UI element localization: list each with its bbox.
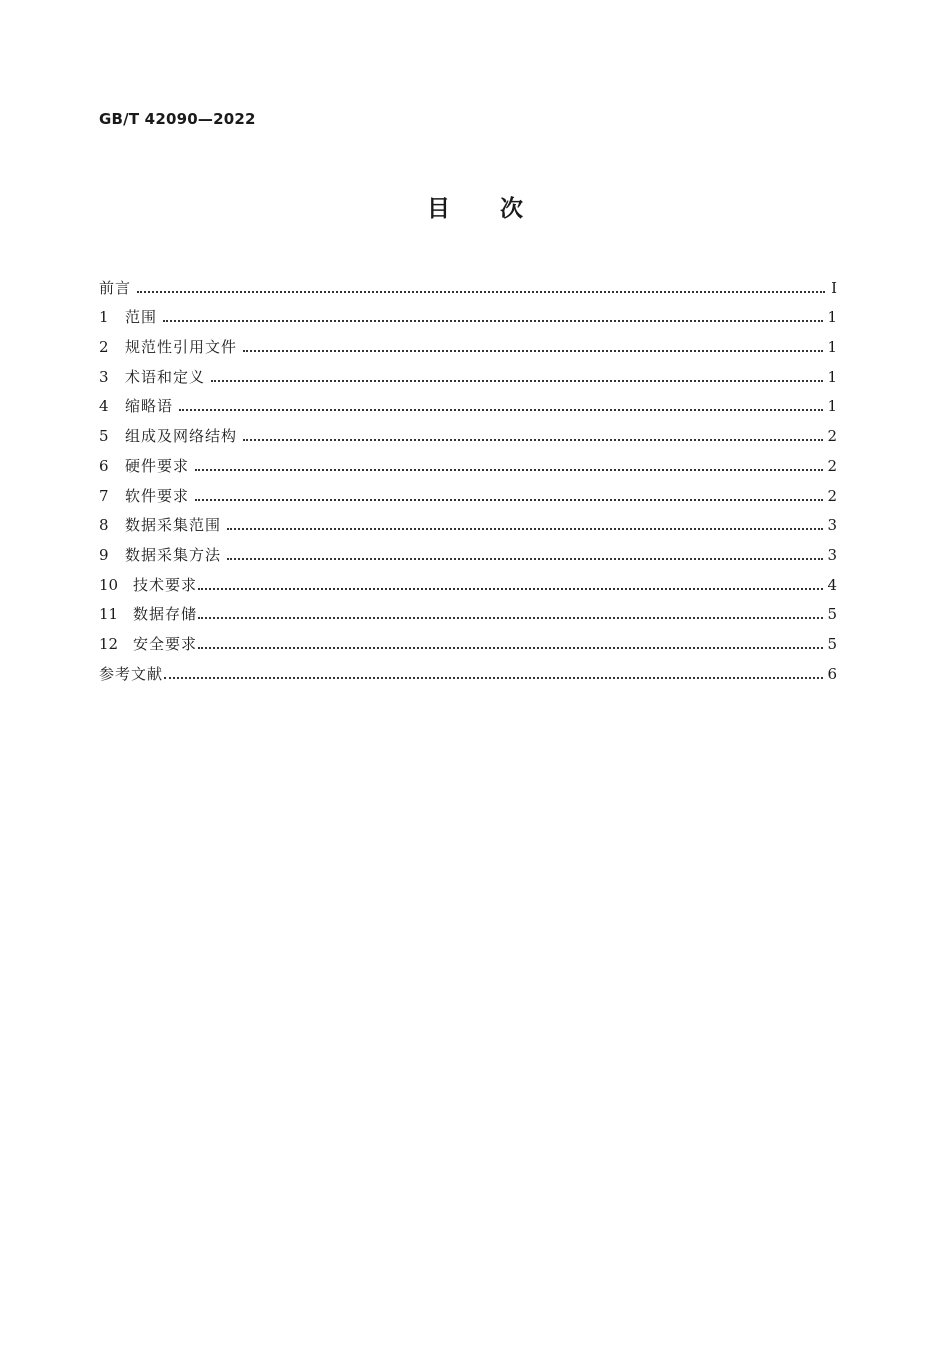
toc-entry-label: 规范性引用文件	[125, 338, 238, 357]
toc-entry-page: 1	[827, 308, 837, 327]
toc-leader-dots	[179, 409, 823, 411]
toc-leader-dots	[195, 469, 823, 471]
toc-entry-page: 1	[827, 397, 837, 416]
toc-entry-number: 3	[99, 367, 109, 386]
toc-leader-dots	[198, 588, 823, 590]
toc-entry-12[interactable]	[99, 624, 837, 654]
toc-leader-dots	[243, 439, 823, 441]
toc-entry-7[interactable]	[99, 476, 837, 506]
toc-entry-number: 6	[99, 456, 109, 475]
toc-entry-page: 6	[827, 664, 837, 683]
toc-leader-dots	[211, 380, 823, 382]
toc-entry-1[interactable]	[99, 298, 837, 328]
toc-entry-number: 2	[99, 338, 109, 357]
toc-leader-dots	[227, 528, 823, 530]
toc-title: 目次	[427, 196, 573, 222]
toc-entry-page: 2	[827, 456, 837, 475]
toc-entry-9[interactable]	[99, 535, 837, 565]
toc-entry-4[interactable]	[99, 387, 837, 417]
toc-entry-label: 组成及网络结构	[125, 427, 238, 446]
toc-entry-6[interactable]	[99, 446, 837, 476]
table-of-contents	[99, 268, 837, 684]
toc-entry-label: 数据存储	[133, 605, 198, 624]
toc-entry-bibliography[interactable]	[99, 654, 837, 684]
toc-entry-page: 1	[827, 338, 837, 357]
toc-entry-number: 10	[99, 575, 119, 594]
toc-leader-dots	[195, 499, 823, 501]
toc-entry-page: 2	[827, 427, 837, 446]
toc-entry-label: 范围	[125, 308, 158, 327]
toc-entry-label: 硬件要求	[125, 456, 190, 475]
toc-entry-page: I	[831, 278, 837, 297]
toc-leader-dots	[137, 291, 825, 293]
toc-entry-number: 4	[99, 397, 109, 416]
toc-entry-label: 缩略语	[125, 397, 174, 416]
toc-entry-label: 安全要求	[133, 634, 198, 653]
toc-entry-5[interactable]	[99, 416, 837, 446]
toc-entry-number: 7	[99, 486, 109, 505]
toc-entry-number: 9	[99, 545, 109, 564]
toc-entry-page: 5	[827, 634, 837, 653]
toc-entry-number: 12	[99, 634, 119, 653]
toc-entry-10[interactable]	[99, 565, 837, 595]
toc-entry-label: 参考文献	[99, 664, 164, 683]
toc-entry-page: 2	[827, 486, 837, 505]
toc-leader-dots	[198, 617, 823, 619]
toc-entry-number: 1	[99, 308, 109, 327]
standard-code: GB/T 42090—2022	[99, 110, 256, 128]
toc-leader-dots	[164, 677, 823, 679]
toc-entry-8[interactable]	[99, 506, 837, 536]
toc-entry-number: 8	[99, 516, 109, 535]
toc-entry-label: 技术要求	[133, 575, 198, 594]
toc-entry-label: 软件要求	[125, 486, 190, 505]
toc-entry-3[interactable]	[99, 357, 837, 387]
toc-entry-page: 4	[827, 575, 837, 594]
toc-entry-number: 11	[99, 605, 119, 624]
toc-entry-page: 5	[827, 605, 837, 624]
toc-entry-label: 术语和定义	[125, 367, 206, 386]
toc-entry-label: 前言	[99, 278, 132, 297]
toc-leader-dots	[243, 350, 823, 352]
toc-entry-label: 数据采集范围	[125, 516, 222, 535]
toc-entry-page: 3	[827, 545, 837, 564]
toc-entry-page: 1	[827, 367, 837, 386]
toc-entry-11[interactable]	[99, 595, 837, 625]
toc-entry-label: 数据采集方法	[125, 545, 222, 564]
toc-entry-foreword[interactable]	[99, 268, 837, 298]
toc-entry-2[interactable]	[99, 327, 837, 357]
toc-entry-page: 3	[827, 516, 837, 535]
toc-leader-dots	[227, 558, 823, 560]
toc-leader-dots	[163, 320, 823, 322]
toc-entry-number: 5	[99, 427, 109, 446]
toc-leader-dots	[198, 647, 823, 649]
